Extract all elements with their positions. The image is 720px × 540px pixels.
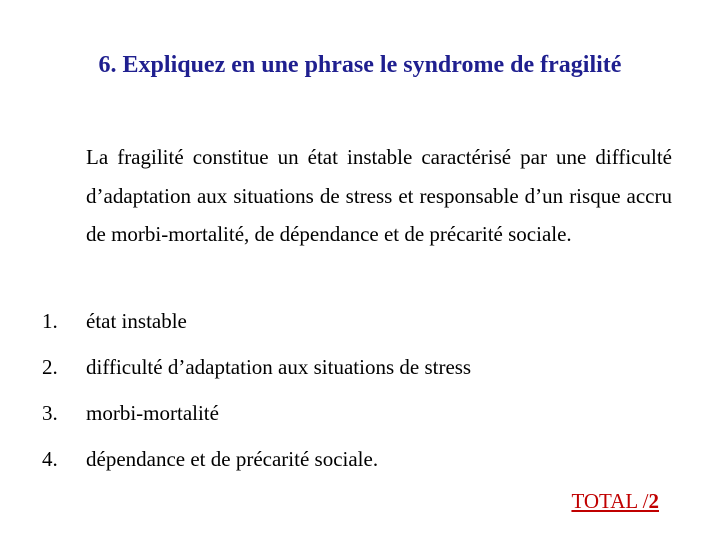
list-item — [42, 348, 682, 394]
total-label: TOTAL / — [571, 489, 649, 513]
list-item-number: 1. — [42, 309, 58, 333]
list-item-text: dépendance et de précarité sociale. — [86, 447, 379, 471]
question-title: 6. Expliquez en une phrase le syndrome de fragilité — [98, 52, 622, 78]
list-item — [42, 394, 682, 440]
total-value: 2 — [648, 489, 659, 513]
list-item-text: morbi-mortalité — [86, 401, 219, 425]
list-item-number: 4. — [42, 447, 58, 471]
list-item-text: difficulté d’adaptation aux situations de stress — [86, 355, 472, 379]
list-item-number: 3. — [42, 401, 58, 425]
key-points-list — [42, 302, 682, 486]
total-score — [571, 489, 659, 514]
list-item — [42, 440, 682, 486]
list-item-text: état instable — [86, 309, 187, 333]
answer-paragraph: La fragilité constitue un état instable caractérisé par une difficulté d’adaptation aux situations de stress et responsable d’un risque accru de morbi-mortalité, de dépendance et de précarité sociale. — [86, 145, 672, 246]
list-item-number: 2. — [42, 355, 58, 379]
list-item — [42, 302, 682, 348]
